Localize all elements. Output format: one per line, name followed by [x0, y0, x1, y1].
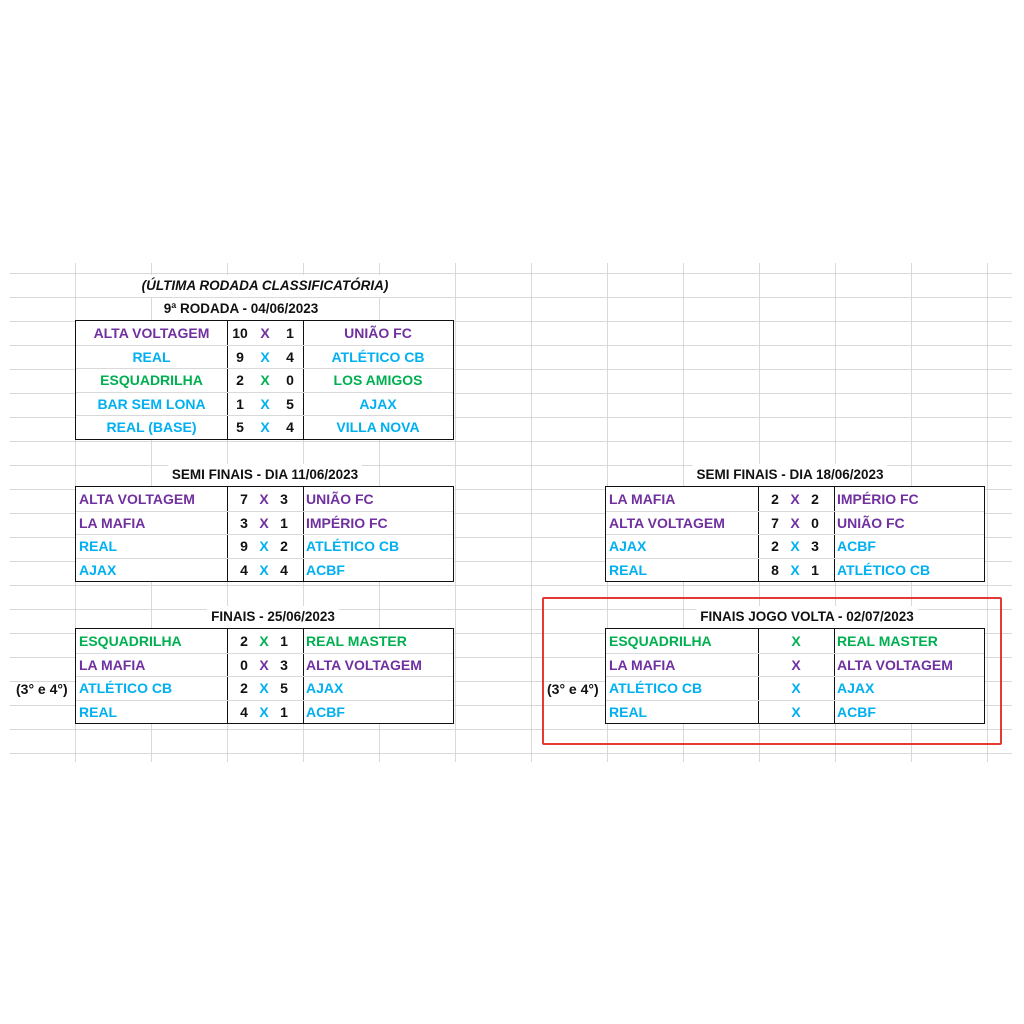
home-team: REAL [609, 561, 648, 578]
away-score: 2 [811, 491, 819, 507]
versus-mark: X [259, 491, 269, 507]
away-team: LOS AMIGOS [333, 372, 423, 389]
versus-mark: X [259, 703, 269, 720]
finals2-third-place-label: (3° e 4°) [547, 681, 599, 697]
home-team: REAL [79, 538, 118, 555]
away-team: ACBF [837, 703, 876, 720]
home-team: LA MAFIA [79, 656, 146, 673]
sheet-row-line [10, 273, 1012, 274]
home-team: ATLÉTICO CB [79, 680, 173, 697]
versus-mark: X [790, 514, 800, 531]
semis1-table [75, 486, 454, 582]
home-team: LA MAFIA [79, 514, 146, 531]
away-score: 3 [811, 538, 819, 555]
home-score: 7 [771, 514, 779, 531]
home-score: 3 [240, 514, 248, 531]
versus-mark: X [259, 514, 269, 531]
home-score: 1 [236, 395, 244, 412]
away-team: REAL MASTER [837, 633, 938, 649]
round9-subtitle: (ÚLTIMA RODADA CLASSIFICATÓRIA) [138, 275, 393, 297]
home-score: 0 [240, 656, 248, 673]
finals1-third-place-label: (3° e 4°) [16, 681, 68, 697]
away-score: 3 [280, 491, 288, 507]
home-score: 7 [240, 491, 248, 507]
away-score: 3 [280, 656, 288, 673]
away-team: ACBF [306, 561, 345, 578]
sheet-column-line [455, 263, 456, 762]
away-score: 1 [280, 514, 288, 531]
home-score: 5 [236, 419, 244, 436]
versus-mark: X [259, 656, 269, 673]
home-score: 10 [232, 325, 248, 341]
away-score: 0 [811, 514, 819, 531]
home-team: LA MAFIA [609, 491, 676, 507]
versus-mark: X [259, 633, 269, 649]
away-score: 0 [286, 372, 294, 389]
home-team: LA MAFIA [609, 656, 676, 673]
sheet-column-line [531, 263, 532, 762]
away-team: AJAX [359, 395, 397, 412]
away-score: 5 [286, 395, 294, 412]
home-team: ESQUADRILHA [100, 372, 203, 389]
versus-mark: X [791, 703, 801, 720]
home-team: ESQUADRILHA [609, 633, 712, 649]
semis1-title: SEMI FINAIS - DIA 11/06/2023 [168, 464, 362, 486]
home-team: REAL (BASE) [106, 419, 197, 436]
away-score: 4 [286, 419, 294, 436]
home-score: 2 [771, 491, 779, 507]
finals2-title: FINAIS JOGO VOLTA - 02/07/2023 [696, 606, 918, 628]
home-team: REAL [79, 703, 118, 720]
away-team: ATLÉTICO CB [331, 348, 425, 365]
home-team: BAR SEM LONA [97, 395, 206, 412]
home-team: ALTA VOLTAGEM [93, 325, 210, 341]
away-team: UNIÃO FC [837, 514, 905, 531]
away-team: ATLÉTICO CB [837, 561, 931, 578]
away-score: 1 [280, 633, 288, 649]
spreadsheet [10, 263, 1012, 762]
home-score: 2 [771, 538, 779, 555]
away-team: ATLÉTICO CB [306, 538, 400, 555]
home-team: ALTA VOLTAGEM [609, 514, 725, 531]
away-team: ACBF [306, 703, 345, 720]
sheet-row-line [10, 585, 1012, 586]
home-score: 2 [240, 680, 248, 697]
away-score: 2 [280, 538, 288, 555]
versus-mark: X [790, 561, 800, 578]
versus-mark: X [259, 680, 269, 697]
away-score: 4 [286, 348, 294, 365]
home-team: ALTA VOLTAGEM [79, 491, 195, 507]
away-team: ALTA VOLTAGEM [837, 656, 953, 673]
finals2-table [605, 628, 985, 724]
versus-mark: X [790, 491, 800, 507]
home-score: 4 [240, 703, 248, 720]
away-team: AJAX [306, 680, 344, 697]
semis2-table [605, 486, 985, 582]
versus-mark: X [260, 395, 270, 412]
away-team: UNIÃO FC [306, 491, 374, 507]
away-team: UNIÃO FC [344, 325, 412, 341]
home-score: 9 [240, 538, 248, 555]
away-team: REAL MASTER [306, 633, 407, 649]
home-team: AJAX [79, 561, 117, 578]
home-score: 9 [236, 348, 244, 365]
home-team: ATLÉTICO CB [609, 680, 703, 697]
home-team: REAL [132, 348, 171, 365]
home-score: 4 [240, 561, 248, 578]
round9-title: 9ª RODADA - 04/06/2023 [160, 298, 323, 320]
away-team: IMPÉRIO FC [837, 491, 919, 507]
versus-mark: X [260, 325, 270, 341]
sheet-row-line [10, 441, 1012, 442]
semis2-title: SEMI FINAIS - DIA 18/06/2023 [692, 464, 887, 486]
versus-mark: X [259, 561, 269, 578]
sheet-row-line [10, 753, 1012, 754]
away-score: 1 [286, 325, 294, 341]
versus-mark: X [260, 348, 270, 365]
versus-mark: X [260, 419, 270, 436]
versus-mark: X [791, 680, 801, 697]
away-team: ACBF [837, 538, 876, 555]
versus-mark: X [259, 538, 269, 555]
home-team: REAL [609, 703, 648, 720]
away-team: VILLA NOVA [336, 419, 420, 436]
home-score: 2 [236, 372, 244, 389]
away-score: 1 [811, 561, 819, 578]
versus-mark: X [791, 656, 801, 673]
versus-mark: X [790, 538, 800, 555]
away-score: 5 [280, 680, 288, 697]
away-score: 1 [280, 703, 288, 720]
away-score: 4 [280, 561, 288, 578]
home-score: 2 [240, 633, 248, 649]
away-team: ALTA VOLTAGEM [306, 656, 422, 673]
round9-table [75, 320, 454, 440]
home-team: AJAX [609, 538, 647, 555]
finals1-title: FINAIS - 25/06/2023 [207, 606, 339, 628]
away-team: IMPÉRIO FC [306, 514, 388, 531]
away-team: AJAX [837, 680, 875, 697]
versus-mark: X [791, 633, 801, 649]
home-score: 8 [771, 561, 779, 578]
versus-mark: X [260, 372, 270, 389]
finals1-table [75, 628, 454, 724]
home-team: ESQUADRILHA [79, 633, 182, 649]
